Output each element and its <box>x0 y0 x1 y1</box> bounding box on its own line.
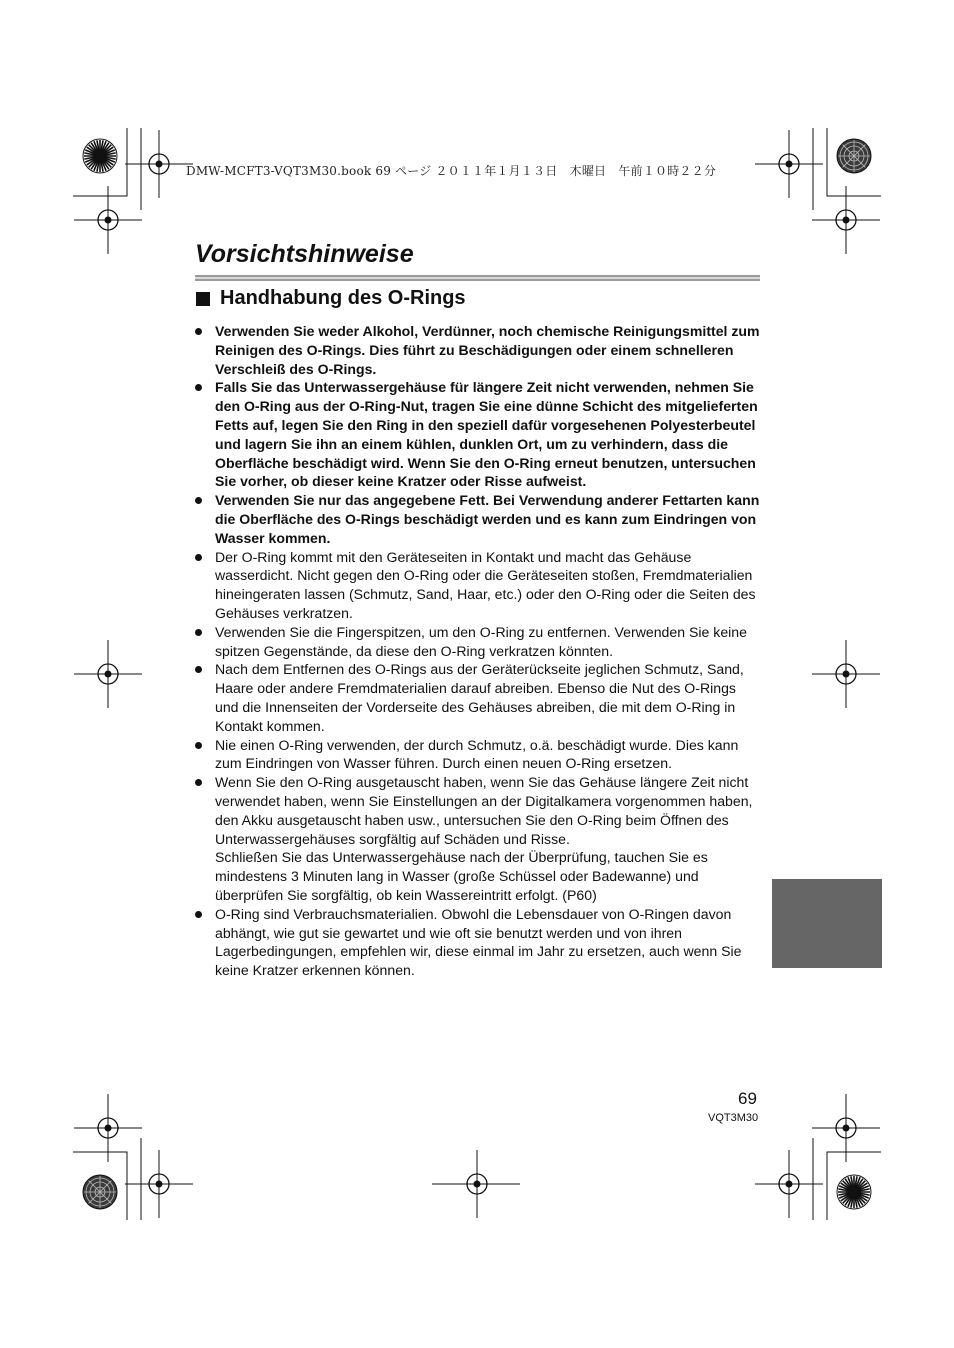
print-header-line: DMW-MCFT3-VQT3M30.book 69 ページ ２０１１年１月１３日 木曜日 午前１０時２２分 <box>186 164 717 178</box>
list-item-text: Wenn Sie den O-Ring ausgetauscht haben, wenn Sie das Gehäuse längere Zeit nicht verwendet haben, wenn Sie Einstellungen an der Digitalkamera vorgenommen haben, den Akku ausgetauscht haben usw., untersuchen Sie den O-Ring beim Öffnen des Unterwassergehäuses sorgfältig auf Schäden und Risse. <box>215 774 753 847</box>
precaution-list <box>195 322 760 980</box>
title-rule <box>195 275 760 281</box>
section-heading-text: Handhabung des O-Rings <box>220 287 466 309</box>
bullet-icon <box>195 779 202 786</box>
list-item-text: Falls Sie das Unterwassergehäuse für längere Zeit nicht verwenden, nehmen Sie den O-Ring aus der O-Ring-Nut, tragen Sie eine dünne Schicht des mitgelieferten Fetts auf, legen Sie den Ring in den speziell dafür vorgesehenen Polyesterbeutel und lagern Sie ihn an einem kühlen, dunklen Ort, um zu verhindern, dass die Oberfläche beschädigt wird. Wenn Sie den O-Ring erneut benutzen, untersuchen Sie vorher, ob dieser keine Kratzer oder Risse aufweist. <box>215 379 758 490</box>
bullet-icon <box>195 554 202 561</box>
list-item-text: Der O-Ring kommt mit den Geräteseiten in Kontakt und macht das Gehäuse wasserdicht. Nicht gegen den O-Ring oder die Geräteseiten stoßen, Fremdmaterialien hineingeraten lassen (Schmutz, Sand, Haar, etc.) oder den O-Ring oder die Seiten des Gehäuses verkratzen. <box>215 548 756 621</box>
list-item <box>195 905 760 980</box>
list-item-text: Verwenden Sie weder Alkohol, Verdünner, noch chemische Reinigungsmittel zum Reinigen des O-Rings. Dies führt zu Beschädigungen oder einem schnelleren Verschleiß des O-Rings. <box>215 323 760 377</box>
bullet-icon <box>195 911 202 918</box>
list-item <box>195 736 760 774</box>
list-item <box>195 623 760 661</box>
list-item-text: Verwenden Sie nur das angegebene Fett. Bei Verwendung anderer Fettarten kann die Oberfläche des O-Rings beschädigt werden und es kann zum Eindringen von Wasser kommen. <box>215 492 760 546</box>
list-item-text: Schließen Sie das Unterwassergehäuse nach der Überprüfung, tauchen Sie es mindestens 3 Minuten lang in Wasser (große Schüssel oder Badewanne) und überprüfen Sie sorgfältig, ob kein Wassereintritt erfolgt. (P60) <box>215 849 708 903</box>
bullet-icon <box>195 384 202 391</box>
chapter-tab <box>772 879 882 968</box>
list-item <box>195 491 760 547</box>
section-heading <box>196 287 466 310</box>
list-item <box>195 773 760 905</box>
list-item-text: Nie einen O-Ring verwenden, der durch Schmutz, o.ä. beschädigt wurde. Dies kann zum Eindringen von Wasser führen. Durch einen neuen O-Ring ersetzen. <box>215 736 739 772</box>
bullet-icon <box>195 742 202 749</box>
list-item-text: Verwenden Sie die Fingerspitzen, um den O-Ring zu entfernen. Verwenden Sie keine spitzen Gegenstände, da diese den O-Ring verkratzen könnten. <box>215 623 747 659</box>
list-item-text: Nach dem Entfernen des O-Rings aus der Geräterückseite jeglichen Schmutz, Sand, Haare oder andere Fremdmaterialien darauf abreiben. Ebenso die Nut des O-Rings und die Innenseiten der Vorderseite des Gehäuses abreiben, die mit dem O-Ring in Kontakt kommen. <box>215 661 744 734</box>
square-bullet-icon <box>196 292 210 306</box>
bullet-icon <box>195 629 202 636</box>
bullet-icon <box>195 497 202 504</box>
bullet-icon <box>195 328 202 335</box>
list-item <box>195 378 760 491</box>
list-item-text: O-Ring sind Verbrauchsmaterialien. Obwohl die Lebensdauer von O-Ringen davon abhängt, wie gut sie gewartet und wie oft sie benutzt werden und von ihren Lagerbedingungen, empfehlen wir, diese einmal im Jahr zu ersetzen, auch wenn Sie keine Kratzer erkennen können. <box>215 905 742 979</box>
list-item <box>195 660 760 735</box>
document-code: VQT3M30 <box>708 1112 759 1124</box>
list-item <box>195 322 760 378</box>
list-item <box>195 548 760 623</box>
bullet-icon <box>195 666 202 673</box>
page-number: 69 <box>738 1089 757 1108</box>
page-title: Vorsichtshinweise <box>195 240 414 268</box>
